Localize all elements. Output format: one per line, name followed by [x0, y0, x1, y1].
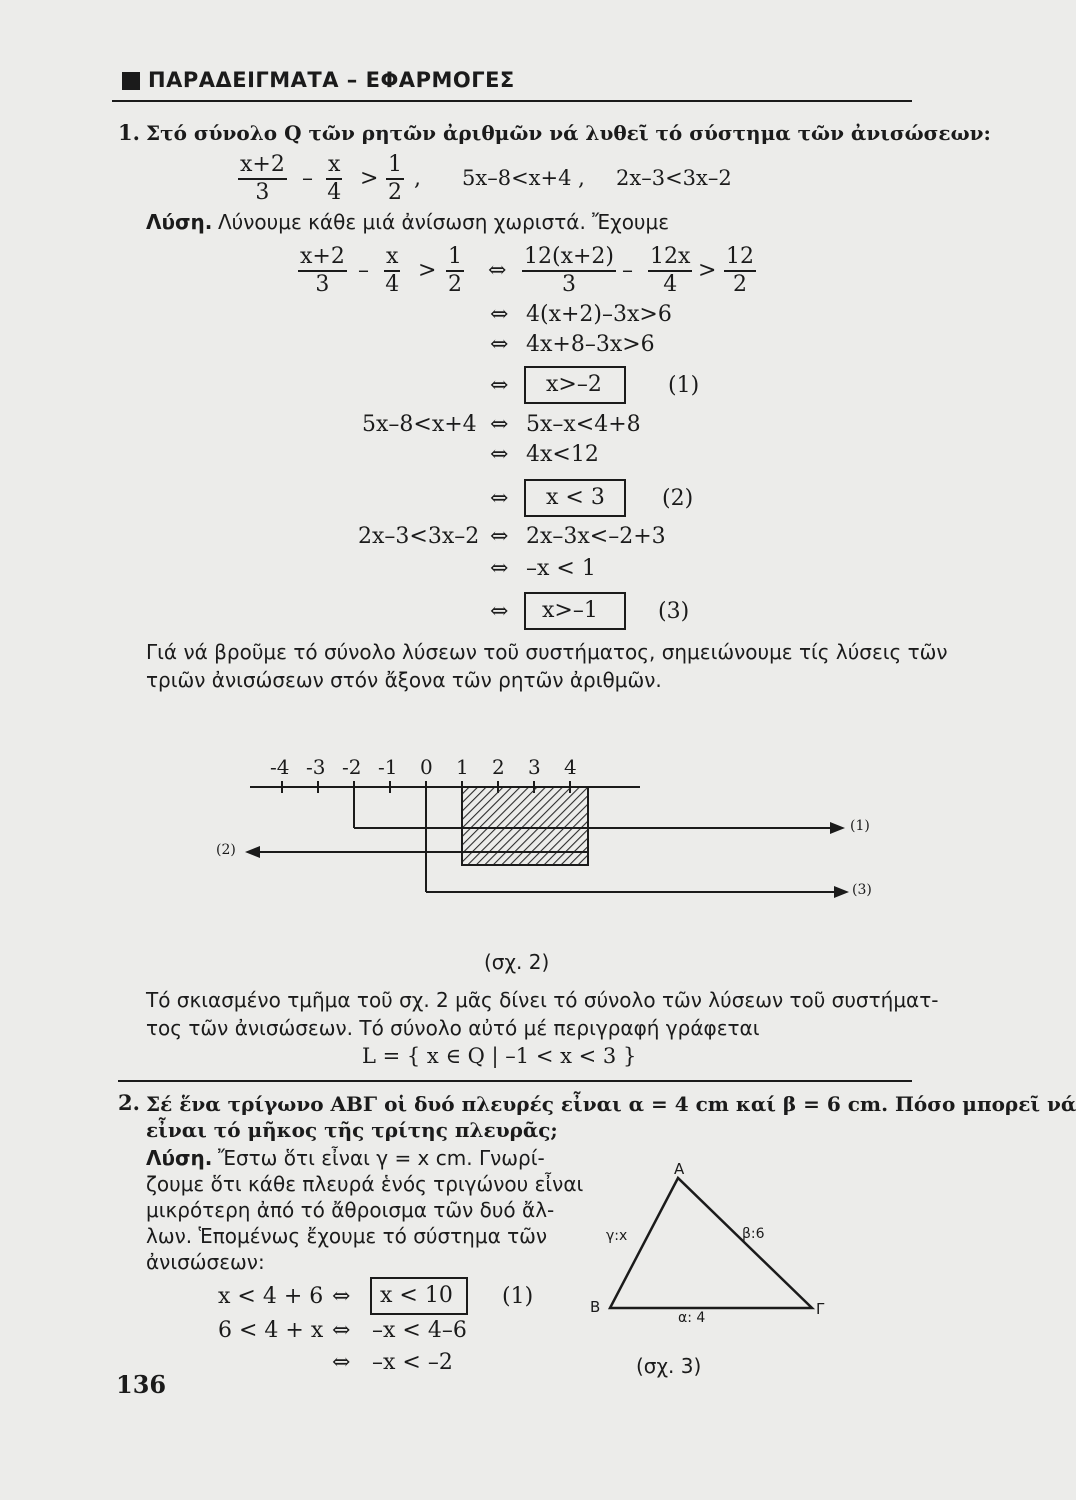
derivation-rhs: 2x–3x<–2+3	[526, 524, 666, 549]
derivation-rhs: 4x+8–3x>6	[526, 332, 655, 357]
header-rule	[112, 100, 912, 102]
vertex-label-b: B	[590, 1298, 601, 1316]
fraction: $\frac{1}{2}$	[388, 152, 402, 205]
tick-label: 4	[564, 755, 577, 779]
inequality-3: 2x–3<3x–2	[616, 166, 732, 190]
fraction: $\frac{x+2}{3}$	[300, 244, 345, 297]
arrow-icon	[245, 846, 260, 858]
fraction: $\frac{12x}{4}$	[650, 244, 691, 297]
example-number-2: 2.	[118, 1090, 140, 1115]
section-title: ΠΑΡΑΔΕΙΓΜΑΤΑ – ΕΦΑΡΜΟΓΕΣ	[148, 68, 515, 92]
greater-sign: >	[418, 258, 437, 283]
tick-label: -2	[342, 755, 362, 779]
comma: ,	[414, 166, 421, 191]
inequality-lhs: 5x–8<x+4	[362, 412, 477, 437]
example-number-1: 1.	[118, 120, 140, 145]
equation-tag: (1)	[668, 373, 700, 398]
paragraph-text: Γιά νά βροῦμε τό σύνολο λύσεων τοῦ συστήματος, σημειώνουμε τίς λύσεις τῶν	[146, 640, 948, 664]
fraction: $\frac{12(x+2)}{3}$	[524, 244, 614, 297]
minus-sign: –	[302, 166, 313, 191]
equation-tag: (2)	[662, 486, 694, 511]
equivalence-sign: ⇔	[332, 1350, 351, 1375]
paragraph-text: Τό σκιασμένο τμῆμα τοῦ σχ. 2 μᾶς δίνει τό σύνολο τῶν λύσεων τοῦ συστήματ-	[146, 988, 939, 1012]
equivalence-sign: ⇔	[490, 332, 509, 357]
triangle-figure	[590, 1170, 830, 1330]
derivation-rhs: x>–2	[546, 372, 602, 397]
paragraph-text: ζουμε ὅτι κάθε πλευρά ἑνός τριγώνου εἶναι	[146, 1172, 584, 1196]
vertex-label-a: A	[674, 1160, 685, 1178]
equivalence-sign: ⇔	[490, 442, 509, 467]
derivation-rhs: 4x<12	[526, 442, 599, 467]
solution-label: Λύση.	[146, 210, 213, 234]
equivalence-sign: ⇔	[490, 556, 509, 581]
fraction: $\frac{x}{4}$	[385, 244, 400, 297]
ray-label-3: (3)	[852, 882, 872, 898]
tick-label: 3	[528, 755, 541, 779]
paragraph-text: τος τῶν ἀνισώσεων. Τό σύνολο αὐτό μέ περιγραφή γράφεται	[146, 1016, 760, 1040]
equivalence-sign: ⇔	[488, 258, 507, 283]
derivation-rhs: –x < 1	[526, 556, 596, 581]
equivalence-sign: ⇔	[332, 1318, 351, 1343]
fraction: $\frac{x+2}{3}$	[240, 152, 285, 205]
paragraph-text: λων. Ἑπομένως ἔχουμε τό σύστημα τῶν	[146, 1224, 548, 1248]
section-divider	[118, 1080, 912, 1082]
equivalence-sign: ⇔	[332, 1284, 351, 1309]
side-label-g: γ:x	[606, 1228, 628, 1244]
vertex-label-g: Γ	[816, 1300, 825, 1318]
shaded-solution-region	[462, 787, 588, 865]
solution-intro: Λύνουμε κάθε μιά ἀνίσωση χωριστά. Ἔχουμε	[218, 210, 670, 234]
derivation-rhs: 4(x+2)–3x>6	[526, 302, 672, 327]
example-2-problem: Σέ ἕνα τρίγωνο ΑΒΓ οἱ δυό πλευρές εἶναι α = 4 cm καί β = 6 cm. Πόσο μπορεῖ νά	[146, 1092, 1076, 1116]
tick-label: 2	[492, 755, 505, 779]
equivalence-sign: ⇔	[490, 373, 509, 398]
page-number: 136	[116, 1370, 167, 1399]
figure-caption: (σχ. 3)	[636, 1354, 702, 1378]
equivalence-sign: ⇔	[490, 524, 509, 549]
derivation-rhs: –x < –2	[372, 1350, 453, 1375]
paragraph-text: ἀνισώσεων:	[146, 1250, 265, 1274]
solution-label: Λύση.	[146, 1146, 213, 1170]
equivalence-sign: ⇔	[490, 412, 509, 437]
tick-label: 0	[420, 755, 433, 779]
greater-sign: >	[698, 258, 717, 283]
paragraph-text: μικρότερη ἀπό τό ἄθροισμα τῶν δυό ἄλ-	[146, 1198, 555, 1222]
side-label-b: β:6	[742, 1226, 765, 1242]
minus-sign: –	[358, 258, 369, 283]
example-2-problem: εἶναι τό μῆκος τῆς τρίτης πλευρᾶς;	[146, 1118, 558, 1142]
ray-label-2: (2)	[216, 842, 236, 858]
example-1-problem: Στό σύνολο Q τῶν ρητῶν ἀριθμῶν νά λυθεῖ τό σύστημα τῶν ἀνισώσεων:	[146, 121, 991, 145]
fraction: $\frac{12}{2}$	[726, 244, 754, 297]
arrow-icon	[834, 886, 849, 898]
tick-label: -3	[306, 755, 326, 779]
equation-tag: (1)	[502, 1284, 534, 1309]
inequality-lhs: 2x–3<3x–2	[358, 524, 480, 549]
tick-label: -4	[270, 755, 290, 779]
ray-label-1: (1)	[850, 818, 870, 834]
tick-label: 1	[456, 755, 469, 779]
inequality-lhs: 6 < 4 + x	[218, 1318, 324, 1343]
equivalence-sign: ⇔	[490, 486, 509, 511]
derivation-rhs: 5x–x<4+8	[526, 412, 641, 437]
fraction: $\frac{1}{2}$	[448, 244, 462, 297]
inequality-2: 5x–8<x+4 ,	[462, 166, 585, 190]
equivalence-sign: ⇔	[490, 302, 509, 327]
fraction: $\frac{x}{4}$	[327, 152, 342, 205]
minus-sign: –	[622, 258, 633, 283]
section-marker-icon	[122, 72, 140, 90]
paragraph-text: Ἔστω ὅτι εἶναι γ = x cm. Γνωρί-	[218, 1146, 545, 1170]
figure-caption: (σχ. 2)	[484, 950, 550, 974]
inequality-lhs: x < 4 + 6	[218, 1284, 324, 1309]
equation-tag: (3)	[658, 599, 690, 624]
paragraph-text: τριῶν ἀνισώσεων στόν ἄξονα τῶν ρητῶν ἀριθμῶν.	[146, 668, 662, 692]
equivalence-sign: ⇔	[490, 599, 509, 624]
derivation-rhs: x < 3	[546, 485, 605, 510]
side-label-a: α: 4	[678, 1310, 706, 1326]
solution-set: L = { x ∈ Q | –1 < x < 3 }	[362, 1044, 637, 1068]
tick-label: -1	[378, 755, 398, 779]
greater-sign: >	[360, 166, 379, 191]
derivation-rhs: x>–1	[542, 598, 598, 623]
arrow-icon	[830, 822, 845, 834]
derivation-rhs: x < 10	[380, 1283, 453, 1308]
derivation-rhs: –x < 4–6	[372, 1318, 467, 1343]
